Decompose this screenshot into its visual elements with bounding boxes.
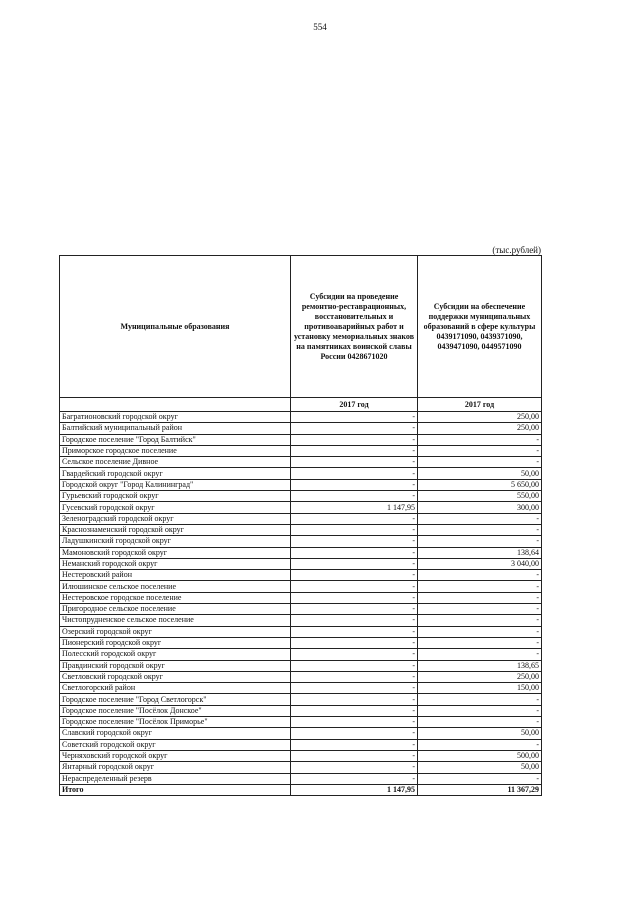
- row-value-culture: -: [418, 604, 542, 615]
- row-name: Черняховский городской округ: [60, 750, 291, 761]
- row-value-memorial: -: [291, 604, 418, 615]
- row-value-memorial: -: [291, 581, 418, 592]
- row-value-memorial: -: [291, 468, 418, 479]
- row-value-culture: -: [418, 694, 542, 705]
- table-row: [60, 750, 542, 761]
- row-value-memorial: -: [291, 660, 418, 671]
- row-name: Городское поселение "Город Светлогорск": [60, 694, 291, 705]
- row-value-culture: -: [418, 626, 542, 637]
- row-name: Гвардейский городской округ: [60, 468, 291, 479]
- row-value-memorial: -: [291, 491, 418, 502]
- row-name: Городское поселение "Посёлок Донское": [60, 705, 291, 716]
- row-value-memorial: -: [291, 750, 418, 761]
- row-value-memorial: -: [291, 423, 418, 434]
- row-name: Городское поселение "Город Балтийск": [60, 434, 291, 445]
- row-value-culture: -: [418, 717, 542, 728]
- row-value-culture: 150,00: [418, 683, 542, 694]
- row-value-culture: 250,00: [418, 412, 542, 423]
- table-row: [60, 637, 542, 648]
- row-value-culture: -: [418, 524, 542, 535]
- row-value-culture: 50,00: [418, 728, 542, 739]
- row-value-memorial: -: [291, 615, 418, 626]
- row-value-culture: -: [418, 434, 542, 445]
- row-value-culture: 50,00: [418, 762, 542, 773]
- row-name: Светловский городской округ: [60, 671, 291, 682]
- row-name: Сельское поселение Дивное: [60, 457, 291, 468]
- row-name: Краснознаменский городской округ: [60, 524, 291, 535]
- row-name: Багратионовский городской округ: [60, 412, 291, 423]
- row-value-culture: -: [418, 637, 542, 648]
- table-row: [60, 547, 542, 558]
- table-body: [60, 412, 542, 796]
- row-value-culture: 138,64: [418, 547, 542, 558]
- table-row: [60, 491, 542, 502]
- row-name: Зеленоградский городской округ: [60, 513, 291, 524]
- total-label: Итого: [60, 784, 291, 795]
- row-value-culture: 3 040,00: [418, 558, 542, 569]
- row-value-culture: 250,00: [418, 671, 542, 682]
- row-value-memorial: -: [291, 671, 418, 682]
- table-row: [60, 717, 542, 728]
- row-value-culture: -: [418, 739, 542, 750]
- row-value-memorial: -: [291, 637, 418, 648]
- header-culture-subsidy: Субсидии на обеспечение поддержки муниципальных образований в сфере культуры 0439171090, 0439371090, 0439471090, 0449571090: [418, 256, 542, 398]
- row-value-memorial: -: [291, 705, 418, 716]
- row-name: Городской округ "Город Калининград": [60, 479, 291, 490]
- row-value-culture: -: [418, 445, 542, 456]
- units-label: (тыс.рублей): [492, 245, 541, 255]
- row-value-memorial: -: [291, 457, 418, 468]
- row-value-culture: 138,65: [418, 660, 542, 671]
- row-value-memorial: -: [291, 479, 418, 490]
- table-row: [60, 592, 542, 603]
- row-name: Балтийский муниципальный район: [60, 423, 291, 434]
- row-value-memorial: -: [291, 513, 418, 524]
- table-row: [60, 581, 542, 592]
- row-value-culture: 50,00: [418, 468, 542, 479]
- row-name: Нестеровский район: [60, 570, 291, 581]
- row-value-memorial: -: [291, 592, 418, 603]
- row-name: Пригородное сельское поселение: [60, 604, 291, 615]
- row-value-memorial: -: [291, 773, 418, 784]
- row-name: Озерский городской округ: [60, 626, 291, 637]
- table-row: [60, 434, 542, 445]
- table-row: [60, 502, 542, 513]
- row-value-culture: -: [418, 705, 542, 716]
- table-row: [60, 468, 542, 479]
- page-number: 554: [313, 22, 327, 32]
- table-row: [60, 649, 542, 660]
- row-value-culture: -: [418, 615, 542, 626]
- row-value-memorial: -: [291, 547, 418, 558]
- table-row: [60, 660, 542, 671]
- row-value-memorial: -: [291, 694, 418, 705]
- total-memorial: 1 147,95: [291, 784, 418, 795]
- row-value-memorial: -: [291, 649, 418, 660]
- row-name: Гурьевский городской округ: [60, 491, 291, 502]
- table-row: [60, 683, 542, 694]
- row-name: Светлогорский район: [60, 683, 291, 694]
- row-value-memorial: -: [291, 434, 418, 445]
- row-name: Гусевский городской округ: [60, 502, 291, 513]
- row-value-culture: 550,00: [418, 491, 542, 502]
- row-name: Янтарный городской округ: [60, 762, 291, 773]
- table-row: [60, 558, 542, 569]
- row-value-culture: -: [418, 592, 542, 603]
- table-row: [60, 536, 542, 547]
- row-name: Нестеровское городское поселение: [60, 592, 291, 603]
- row-name: Нераспределенный резерв: [60, 773, 291, 784]
- row-value-memorial: -: [291, 412, 418, 423]
- row-value-memorial: -: [291, 728, 418, 739]
- table-row: [60, 739, 542, 750]
- table-row: [60, 513, 542, 524]
- row-value-culture: -: [418, 570, 542, 581]
- row-value-memorial: -: [291, 762, 418, 773]
- row-value-culture: -: [418, 773, 542, 784]
- table-row: [60, 524, 542, 535]
- table-row: [60, 626, 542, 637]
- table-row: [60, 423, 542, 434]
- row-name: Городское поселение "Посёлок Приморье": [60, 717, 291, 728]
- row-value-memorial: -: [291, 717, 418, 728]
- table-row: [60, 570, 542, 581]
- row-value-culture: 250,00: [418, 423, 542, 434]
- row-value-memorial: -: [291, 524, 418, 535]
- table-row: [60, 445, 542, 456]
- header-municipalities: Муниципальные образования: [60, 256, 291, 398]
- subsidies-table: [59, 255, 542, 796]
- table-row: [60, 773, 542, 784]
- row-value-culture: -: [418, 649, 542, 660]
- row-name: Илюшинское сельское поселение: [60, 581, 291, 592]
- row-value-culture: -: [418, 513, 542, 524]
- table-row: [60, 457, 542, 468]
- row-name: Чистопрудненское сельское поселение: [60, 615, 291, 626]
- row-value-memorial: -: [291, 558, 418, 569]
- header-year-empty: [60, 398, 291, 412]
- row-name: Славский городской округ: [60, 728, 291, 739]
- row-value-memorial: 1 147,95: [291, 502, 418, 513]
- row-value-memorial: -: [291, 626, 418, 637]
- row-name: Советский городской округ: [60, 739, 291, 750]
- table-row: [60, 604, 542, 615]
- row-name: Пионерский городской округ: [60, 637, 291, 648]
- table-row: [60, 412, 542, 423]
- row-value-memorial: -: [291, 536, 418, 547]
- row-name: Мамоновский городской округ: [60, 547, 291, 558]
- row-value-culture: -: [418, 536, 542, 547]
- row-value-culture: -: [418, 581, 542, 592]
- header-memorial-subsidy: Субсидии на проведение ремонтно-реставрационных, восстановительных и противоаварийных работ и установку мемориальных знаков на памятниках воинской славы России 0428671020: [291, 256, 418, 398]
- table-row: [60, 479, 542, 490]
- total-row: [60, 784, 542, 795]
- row-name: Полесский городской округ: [60, 649, 291, 660]
- table-row: [60, 615, 542, 626]
- table-row: [60, 694, 542, 705]
- row-value-culture: 500,00: [418, 750, 542, 761]
- row-name: Неманский городской округ: [60, 558, 291, 569]
- table-row: [60, 671, 542, 682]
- table-row: [60, 705, 542, 716]
- row-name: Приморское городское поселение: [60, 445, 291, 456]
- row-value-memorial: -: [291, 570, 418, 581]
- row-name: Ладушкинский городской округ: [60, 536, 291, 547]
- header-year-a: 2017 год: [291, 398, 418, 412]
- row-value-memorial: -: [291, 683, 418, 694]
- row-name: Правдинский городской округ: [60, 660, 291, 671]
- header-year-b: 2017 год: [418, 398, 542, 412]
- row-value-culture: 5 650,00: [418, 479, 542, 490]
- table-row: [60, 728, 542, 739]
- total-culture: 11 367,29: [418, 784, 542, 795]
- table-row: [60, 762, 542, 773]
- row-value-memorial: -: [291, 445, 418, 456]
- row-value-culture: 300,00: [418, 502, 542, 513]
- row-value-culture: -: [418, 457, 542, 468]
- row-value-memorial: -: [291, 739, 418, 750]
